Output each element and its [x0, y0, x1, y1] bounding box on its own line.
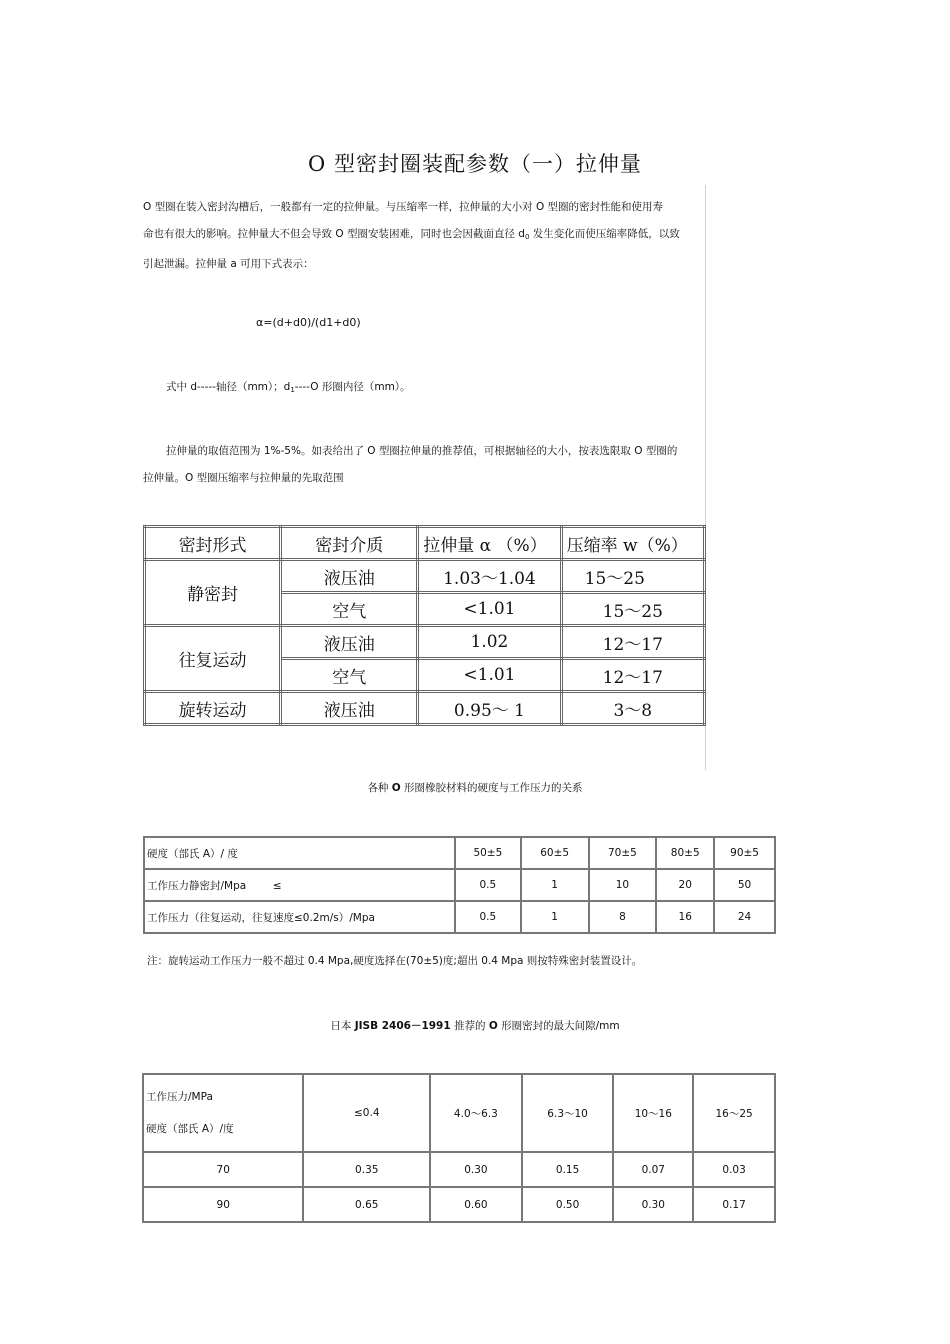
table-header-row — [145, 527, 705, 560]
row-label: 工作压力静密封/Mpa ≤ — [144, 869, 455, 901]
corner-header: 工作压力/MPa 硬度（部氏 A）/度 — [143, 1074, 303, 1152]
pressure-cell: 10 — [589, 869, 657, 901]
table-row — [143, 1152, 775, 1187]
pressure-header: ≤0.4 — [303, 1074, 430, 1152]
compression-cell: 12～17 — [561, 626, 704, 659]
table-row — [144, 901, 775, 933]
column-header: 密封介质 — [281, 527, 418, 560]
intro-line-1: O 型圈在装入密封沟槽后，一般都有一定的拉伸量。与压缩率一样，拉伸量的大小对 O 型圈的密封性能和使用寿 — [143, 201, 664, 213]
hardness-cell: 70 — [143, 1152, 303, 1187]
gap-table-caption: 日本 JISB 2406－1991 推荐的 O 形圈密封的最大间隙/mm — [330, 1020, 620, 1032]
compression-cell: 3～8 — [561, 692, 704, 725]
pressure-header: 16～25 — [693, 1074, 775, 1152]
column-header: 拉伸量 α （%） — [418, 527, 561, 560]
stretch-cell: <1.01 — [418, 593, 561, 626]
hardness-cell: 90 — [143, 1187, 303, 1222]
intro-line-2: 命也有很大的影响。拉伸量大不但会导致 O 型圈安装困难，同时也会因截面直径 $d_0$ 发生变化而使压缩率降低，以致 — [143, 228, 680, 241]
stretch-compression-table — [143, 525, 706, 726]
table-row — [143, 1074, 775, 1152]
pressure-header: 4.0～6.3 — [430, 1074, 522, 1152]
stretch-cell: 0.95～ 1 — [418, 692, 561, 725]
stretch-cell: <1.01 — [418, 659, 561, 692]
gap-cell: 0.30 — [430, 1152, 522, 1187]
stretch-cell: 1.03～1.04 — [418, 560, 561, 593]
gap-cell: 0.35 — [303, 1152, 430, 1187]
max-gap-table — [142, 1073, 776, 1223]
gap-cell: 0.30 — [613, 1187, 693, 1222]
table-row — [144, 837, 775, 869]
seal-form-cell: 往复运动 — [145, 626, 281, 692]
pressure-cell: 1 — [521, 869, 589, 901]
compression-cell: 15～25 — [561, 593, 704, 626]
row-label: 工作压力（往复运动，往复速度≤0.2m/s）/Mpa — [144, 901, 455, 933]
range-paragraph — [143, 438, 709, 492]
gap-cell: 0.07 — [613, 1152, 693, 1187]
gap-cell: 0.15 — [522, 1152, 614, 1187]
hardness-cell: 70±5 — [589, 837, 657, 869]
compression-cell: 15～25 — [561, 560, 704, 593]
gap-cell: 0.17 — [693, 1187, 775, 1222]
medium-cell: 空气 — [281, 659, 418, 692]
medium-cell: 液压油 — [281, 626, 418, 659]
stretch-cell: 1.02 — [418, 626, 561, 659]
table-row — [145, 560, 705, 593]
hardness-table-caption: 各种 O 形圈橡胶材料的硬度与工作压力的关系 — [367, 782, 583, 794]
table-row — [144, 869, 775, 901]
gap-cell: 0.03 — [693, 1152, 775, 1187]
pressure-cell: 50 — [714, 869, 775, 901]
hardness-cell: 80±5 — [656, 837, 714, 869]
table-row — [145, 626, 705, 659]
pressure-cell: 1 — [521, 901, 589, 933]
table-row — [143, 1187, 775, 1222]
pressure-cell: 24 — [714, 901, 775, 933]
stretch-formula: α=(d+d0)/(d1+d0) — [256, 316, 361, 329]
hardness-cell: 60±5 — [521, 837, 589, 869]
row-label: 硬度（部氏 A）/ 度 — [144, 837, 455, 869]
gap-cell: 0.60 — [430, 1187, 522, 1222]
pressure-cell: 16 — [656, 901, 714, 933]
table-row — [145, 692, 705, 725]
intro-line-3: 引起泄漏。拉伸量 a 可用下式表示： — [143, 258, 314, 270]
gap-cell: 0.65 — [303, 1187, 430, 1222]
range-line-1: 拉伸量的取值范围为 1%-5%。如表给出了 O 型圈拉伸量的推荐值，可根据轴径的大小，按表选限取 O 型圈的 — [166, 445, 678, 457]
pressure-header: 6.3～10 — [522, 1074, 614, 1152]
hardness-pressure-table — [143, 836, 776, 934]
pressure-cell: 8 — [589, 901, 657, 933]
seal-form-cell: 静密封 — [145, 560, 281, 626]
rotation-note: 注：旋转运动工作压力一般不超过 0.4 Mpa,硬度选择在(70±5)度;超出 0.4 Mpa 则按特殊密封装置设计。 — [147, 955, 643, 967]
gap-cell: 0.50 — [522, 1187, 614, 1222]
seal-form-cell: 旋转运动 — [145, 692, 281, 725]
intro-paragraph — [143, 194, 709, 278]
page-title: O 型密封圈装配参数（一）拉伸量 — [308, 152, 642, 176]
pressure-cell: 0.5 — [455, 901, 521, 933]
pressure-cell: 0.5 — [455, 869, 521, 901]
column-header: 密封形式 — [145, 527, 281, 560]
hardness-cell: 50±5 — [455, 837, 521, 869]
medium-cell: 液压油 — [281, 560, 418, 593]
column-header: 压缩率 w（%） — [561, 527, 704, 560]
range-line-2: 拉伸量。O 型圈压缩率与拉伸量的先取范围 — [143, 472, 344, 484]
compression-cell: 12～17 — [561, 659, 704, 692]
formula-legend: 式中 d-----轴径（mm）；$d_1----O$ 形圈内径（mm）。 — [166, 381, 411, 394]
pressure-header: 10～16 — [613, 1074, 693, 1152]
medium-cell: 液压油 — [281, 692, 418, 725]
pressure-cell: 20 — [656, 869, 714, 901]
medium-cell: 空气 — [281, 593, 418, 626]
hardness-cell: 90±5 — [714, 837, 775, 869]
